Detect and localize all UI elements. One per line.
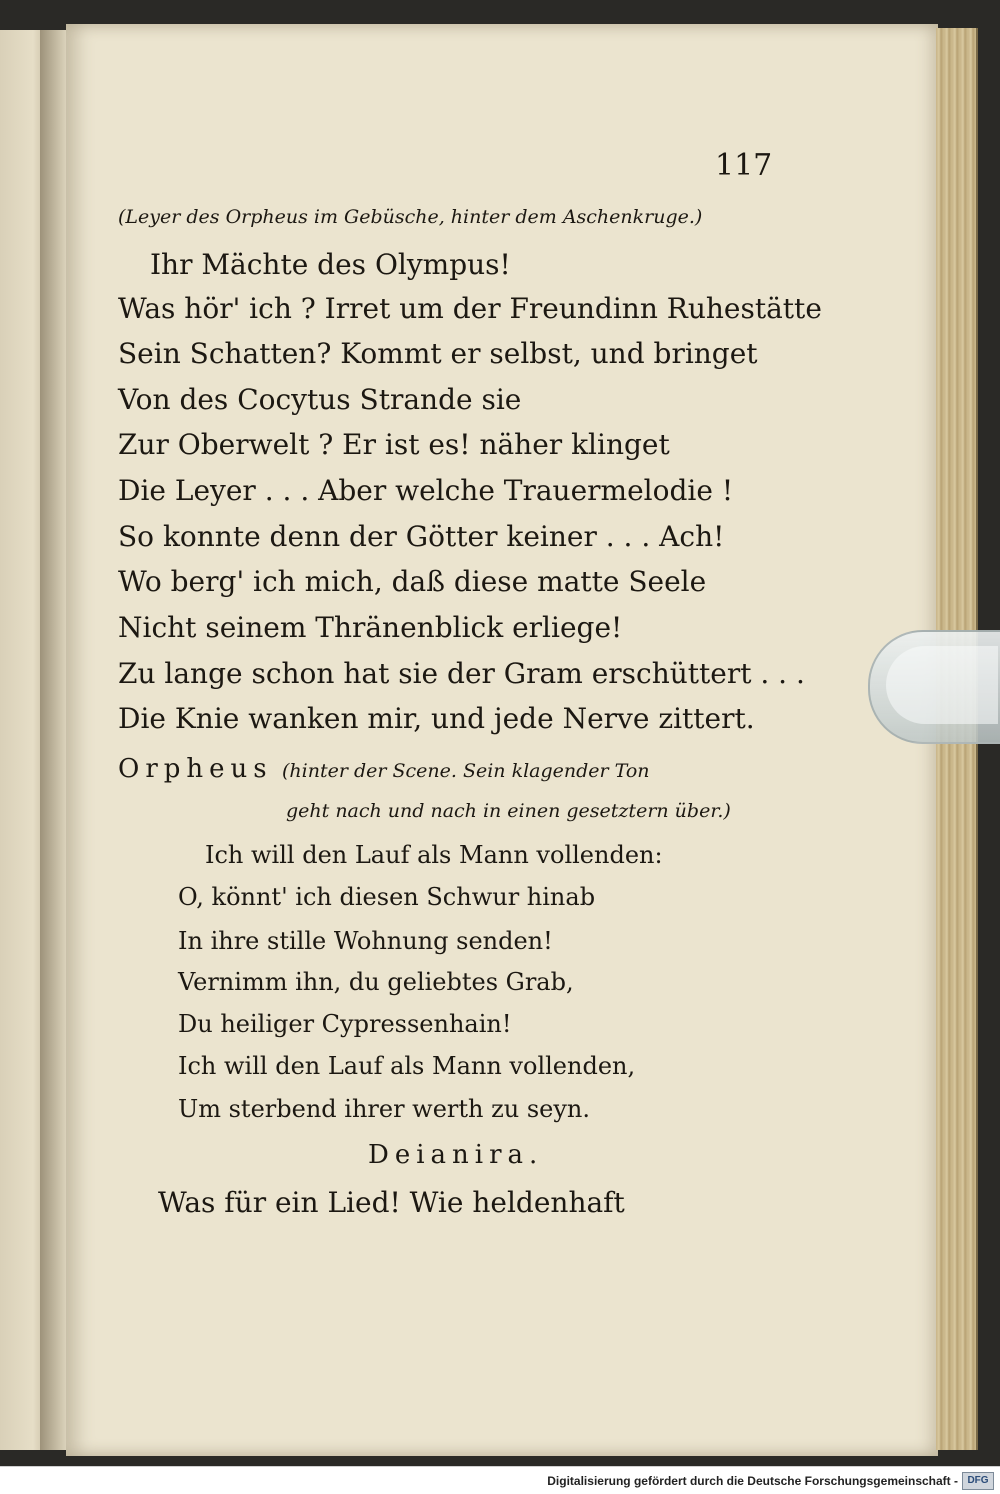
verse-line: Nicht seinem Thränenblick erliege! bbox=[118, 611, 623, 644]
verse-line: Von des Cocytus Strande sie bbox=[118, 383, 522, 416]
song-line: Um sterbend ihrer werth zu seyn. bbox=[178, 1095, 591, 1123]
dfg-logo: DFG bbox=[962, 1472, 994, 1490]
verse-line: Ihr Mächte des Olympus! bbox=[150, 248, 511, 281]
verse-line: Wo berg' ich mich, daß diese matte Seele bbox=[118, 565, 707, 598]
orpheus-direction-1: (hinter der Scene. Sein klagender Ton bbox=[282, 760, 650, 782]
verse-line: Zur Oberwelt ? Er ist es! näher klinget bbox=[118, 428, 670, 461]
song-line: Du heiliger Cypressenhain! bbox=[178, 1010, 512, 1038]
clamp-tab-highlight bbox=[886, 646, 998, 724]
verse-line: Die Leyer . . . Aber welche Trauermelodie ! bbox=[118, 474, 734, 507]
footer-credit: Digitalisierung gefördert durch die Deutsche Forschungsgemeinschaft - bbox=[547, 1474, 958, 1488]
verse-line: Zu lange schon hat sie der Gram erschüttert . . . bbox=[118, 657, 805, 690]
verse-line: Was hör' ich ? Irret um der Freundinn Ruhestätte bbox=[118, 292, 822, 325]
speaker-deianira: Deianira. bbox=[368, 1140, 544, 1170]
song-line: O, könnt' ich diesen Schwur hinab bbox=[178, 883, 596, 911]
song-line: Ich will den Lauf als Mann vollenden: bbox=[205, 841, 663, 869]
speaker-orpheus: Orpheus bbox=[118, 754, 273, 784]
verse-line: Was für ein Lied! Wie heldenhaft bbox=[158, 1186, 625, 1219]
stage-direction: (Leyer des Orpheus im Gebüsche, hinter dem Aschenkruge.) bbox=[118, 206, 703, 228]
song-line: In ihre stille Wohnung senden! bbox=[178, 927, 553, 955]
digitization-footer bbox=[0, 1466, 1000, 1494]
orpheus-direction-2: geht nach und nach in einen gesetztern über.) bbox=[286, 800, 731, 822]
page-number: 117 bbox=[715, 148, 773, 183]
verse-line: So konnte denn der Götter keiner . . . Ach! bbox=[118, 520, 725, 553]
song-line: Vernimm ihn, du geliebtes Grab, bbox=[178, 968, 574, 996]
verse-line: Die Knie wanken mir, und jede Nerve zittert. bbox=[118, 702, 755, 735]
song-line: Ich will den Lauf als Mann vollenden, bbox=[178, 1052, 636, 1080]
book-page bbox=[66, 24, 938, 1456]
verse-line: Sein Schatten? Kommt er selbst, und bringet bbox=[118, 337, 758, 370]
